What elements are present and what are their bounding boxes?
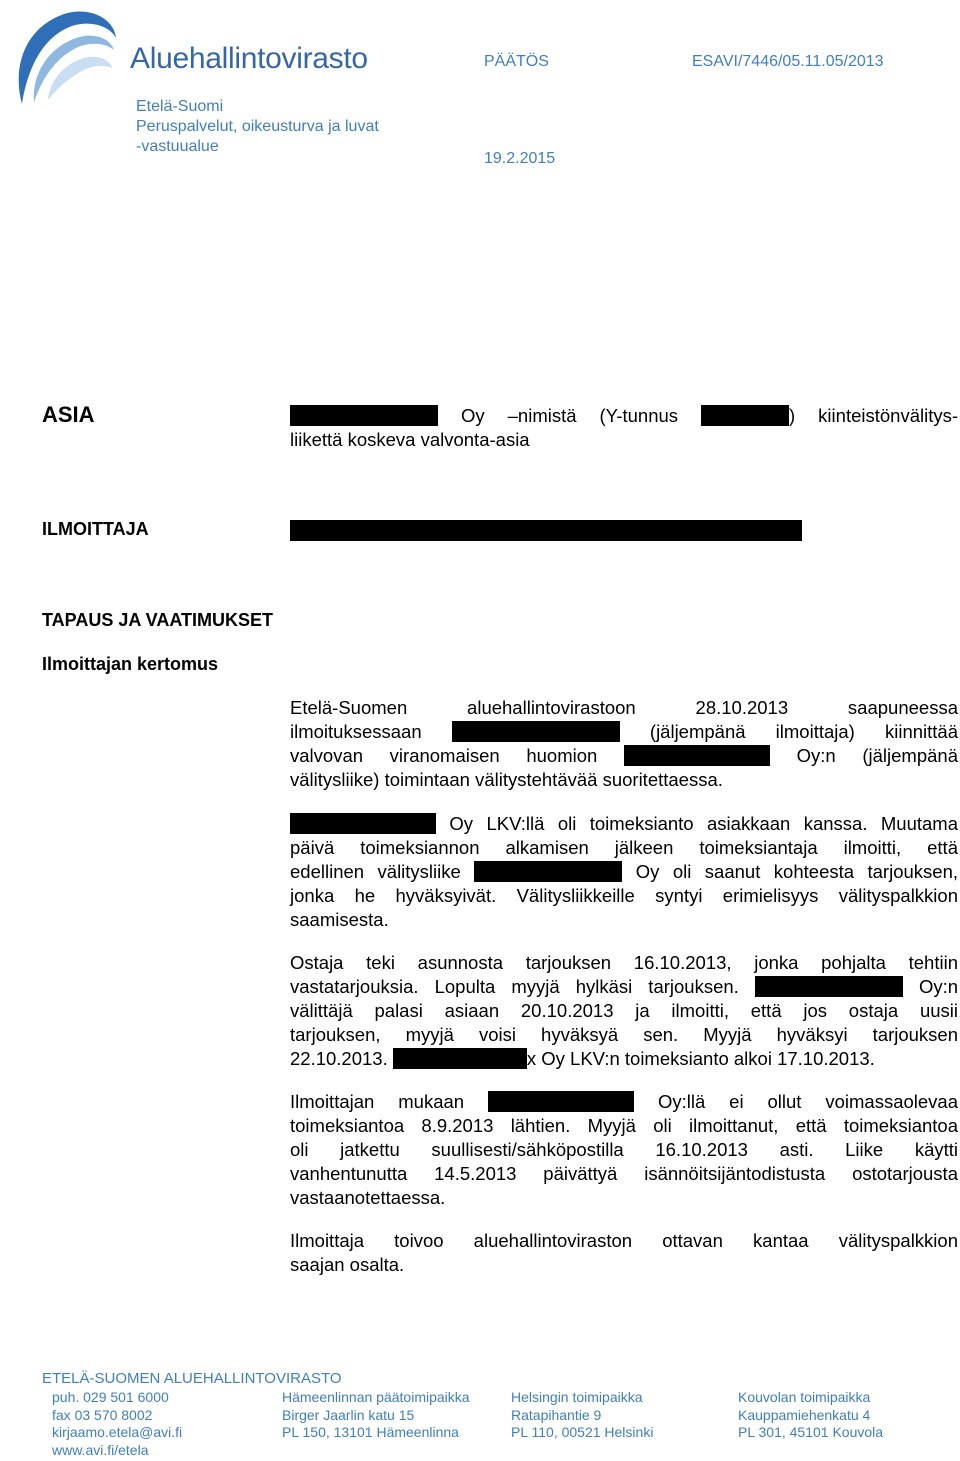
redaction-bar (474, 861, 622, 882)
p2-line-1 (290, 812, 958, 836)
asia-text (290, 404, 958, 452)
footer-hameenlinna (282, 1389, 470, 1442)
p2-line-2: päivä toimeksiannon alkamisen jälkeen toimeksiantaja ilmoitti, että (290, 837, 958, 858)
paragraph-1 (290, 696, 958, 792)
footer-kouvola (738, 1389, 883, 1442)
asia-part2: –nimistä (Y-tunnus (507, 405, 679, 426)
p4-line-1b: Oy:llä ei ollut voimassaolevaa (657, 1091, 959, 1112)
p2-line-5: saamisesta. (290, 909, 389, 930)
p2-line-4: jonka he hyväksyivät. Välitysliikkeille syntyi erimielisyys välityspalkkion (290, 885, 958, 906)
footer-office-street: Kauppamiehenkatu 4 (738, 1406, 871, 1423)
footer-office-title: Kouvolan toimipaikka (738, 1389, 871, 1405)
p3-line-5b: x Oy LKV:n toimeksianto alkoi 17.10.2013. (526, 1048, 875, 1069)
p1-line-3b: Oy:n (jäljempänä (796, 745, 958, 766)
p4-line-2: toimeksiantoa 8.9.2013 lähtien. Myyjä oli ilmoittanut, että toimeksiantoa (290, 1115, 958, 1136)
p2-line-3b: Oy oli saanut kohteesta tarjouksen, (635, 861, 958, 882)
p4-line-3: oli jatkettu suullisesti/sähköpostilla 16.10.2013 asti. Liike käytti (290, 1139, 958, 1160)
asia-part3: ) kiinteistönvälitys- (789, 405, 959, 426)
document-type: PÄÄTÖS (484, 53, 549, 70)
footer-fax: fax 03 570 8002 (52, 1406, 153, 1423)
p4-line-1 (290, 1090, 958, 1114)
redaction-bar (488, 1091, 634, 1112)
document-date: 19.2.2015 (484, 150, 556, 167)
paragraph-2 (290, 812, 958, 932)
redaction-bar (393, 1048, 527, 1069)
p2-line-3 (290, 860, 958, 884)
p3-line-2b: Oy:n (918, 976, 959, 997)
asia-line-1 (290, 404, 958, 428)
p3-line-1: Ostaja teki asunnosta tarjouksen 16.10.2013, jonka pohjalta tehtiin (290, 952, 958, 973)
p1-line-2a: ilmoituksessaan (290, 721, 422, 742)
footer-office-title: Hämeenlinnan päätoimipaikka (282, 1389, 470, 1405)
p4-line-1a: Ilmoittajan mukaan (290, 1091, 465, 1112)
avi-logo-icon (14, 8, 118, 108)
footer-website-link[interactable]: www.avi.fi/etela (52, 1441, 149, 1458)
p1-line-4: välitysliike) toimintaan välitystehtävää suoritettaessa. (290, 769, 723, 790)
p1-line-1: Etelä-Suomen aluehallintovirastoon 28.10.2013 saapuneessa (290, 697, 958, 718)
redaction-bar (290, 520, 802, 541)
p3-line-2a: vastatarjouksia. Lopulta myyjä hylkäsi tarjouksen. (290, 976, 739, 997)
redaction-bar (701, 405, 789, 426)
paragraph-5 (290, 1229, 958, 1277)
footer-phone: puh. 029 501 6000 (52, 1389, 169, 1405)
p2-line-3a: edellinen välitysliike (290, 861, 461, 882)
p3-line-5a: 22.10.2013. (290, 1048, 388, 1069)
unit-name-line1: Peruspalvelut, oikeusturva ja luvat (136, 118, 379, 135)
p4-line-4: vanhentunutta 14.5.2013 päivättyä isännöitsijäntodistusta ostotarjousta (290, 1163, 958, 1184)
logo-wordmark: Aluehallintovirasto (130, 42, 368, 75)
p5-line-2: saajan osalta. (290, 1254, 405, 1275)
asia-line-2: liikettä koskeva valvonta-asia (290, 429, 530, 450)
footer-title: ETELÄ-SUOMEN ALUEHALLINTOVIRASTO (42, 1370, 342, 1387)
p1-line-3a: valvovan viranomaisen huomion (290, 745, 598, 766)
footer-office-postal: PL 301, 45101 Kouvola (738, 1424, 884, 1440)
redaction-bar (624, 745, 770, 766)
ilmoittaja-label: ILMOITTAJA (42, 519, 149, 539)
p2-line-1b: Oy LKV:llä oli toimeksianto asiakkaan kanssa. Muutama (449, 813, 959, 834)
section-title: TAPAUS JA VAATIMUKSET (42, 610, 274, 630)
redaction-bar (290, 405, 438, 426)
footer-email-link[interactable]: kirjaamo.etela@avi.fi (52, 1424, 183, 1440)
asia-label: ASIA (42, 402, 95, 427)
paragraph-3 (290, 951, 958, 1071)
asia-part1: Oy (461, 405, 485, 426)
footer-office-postal: PL 110, 00521 Helsinki (511, 1424, 654, 1440)
region-name: Etelä-Suomi (136, 98, 224, 115)
p3-line-4: tarjouksen, myyjä voisi hyväksyä sen. Myyjä hyväksyi tarjouksen (290, 1024, 958, 1045)
footer-office-street: Ratapihantie 9 (511, 1406, 602, 1423)
redaction-bar (452, 721, 620, 742)
p3-line-2 (290, 975, 958, 999)
footer-office-postal: PL 150, 13101 Hämeenlinna (282, 1424, 459, 1440)
p1-line-2 (290, 720, 958, 744)
footer-helsinki (511, 1389, 653, 1442)
p5-line-1: Ilmoittaja toivoo aluehallintoviraston ottavan kantaa välityspalkkion (290, 1230, 958, 1251)
reference-number: ESAVI/7446/05.11.05/2013 (692, 53, 884, 70)
footer-office-title: Helsingin toimipaikka (511, 1389, 643, 1405)
paragraph-4 (290, 1090, 958, 1210)
footer-contact (52, 1389, 182, 1459)
p3-line-5 (290, 1047, 958, 1071)
unit-name-line2: -vastuualue (136, 138, 219, 155)
p3-line-3: välittäjä palasi asiaan 20.10.2013 ja ilmoitti, että jos ostaja uusii (290, 1000, 958, 1021)
footer-office-street: Birger Jaarlin katu 15 (282, 1406, 415, 1423)
redaction-bar (290, 813, 436, 834)
p1-line-2b: (jäljempänä ilmoittaja) kiinnittää (649, 721, 958, 742)
redaction-bar (755, 976, 903, 997)
p4-line-5: vastaanotettaessa. (290, 1187, 446, 1208)
p1-line-3 (290, 744, 958, 768)
section-subtitle: Ilmoittajan kertomus (42, 654, 219, 674)
